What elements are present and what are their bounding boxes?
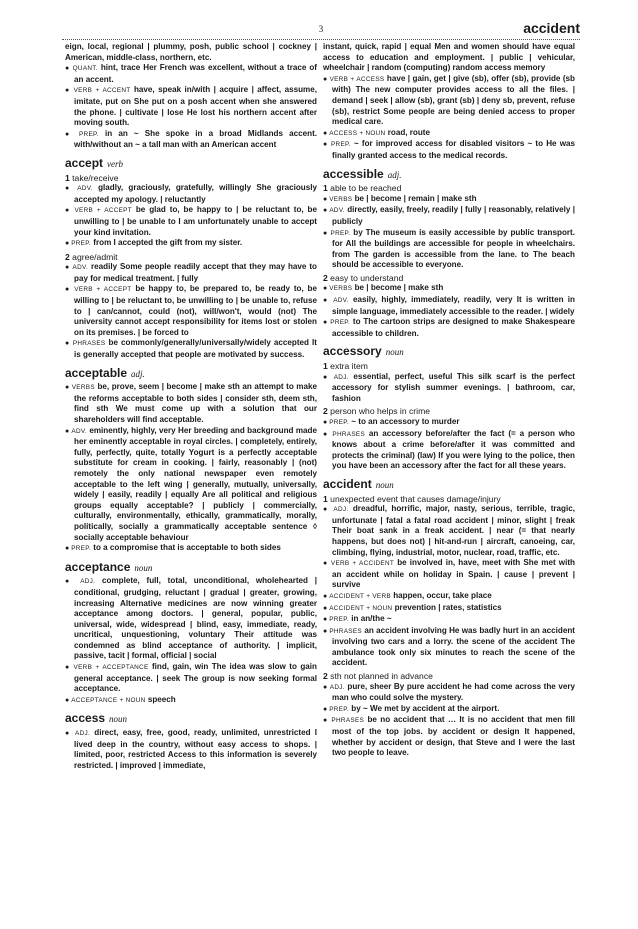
header-rule: [62, 39, 580, 40]
bullet-icon: ●: [65, 240, 72, 248]
collocation-text: easily, highly, immediately, readily, very It is written in simple language, immediately accessible to the reader. | widely: [332, 295, 575, 316]
collocation-text: be, prove, seem | become | make sth an attempt to make the reforms acceptable to both sides | consider sth, deem sth, find sth We must come up with a solution that our shareholders will find acceptable.: [74, 382, 317, 424]
collocation-text: hint, trace Her French was excellent, without a trace of an accent.: [74, 63, 317, 84]
collocation-text: in an ~ She spoke in a broad Midlands accent. with/without an ~ a tall man with an American accent: [74, 128, 318, 150]
collocation-label: PREP.: [329, 705, 350, 713]
collocation-text: an accident involving He was badly hurt in an accident involving two cars and a lorry. the scene of the accident The ambulance took only six minutes to reach the scene of the accident.: [332, 625, 575, 668]
collocation-line: [323, 626, 575, 669]
headword-entry: [65, 559, 317, 575]
collocation-label: VERBS: [329, 285, 353, 293]
sense-heading: [323, 494, 575, 505]
collocation-line: [65, 695, 317, 707]
collocation-label: PREP.: [329, 616, 350, 624]
collocation-text: road, route: [387, 127, 430, 137]
collocation-text: in an/the ~: [351, 614, 392, 624]
collocation-text: by ~ We met by accident at the airport.: [351, 703, 500, 713]
sense-definition: sth not planned in advance: [330, 671, 433, 682]
collocation-text: ~ to an accessory to murder: [351, 417, 460, 426]
collocation-line: [323, 128, 575, 140]
collocation-label: PREP.: [78, 130, 99, 138]
running-head: accident: [523, 20, 580, 36]
sense-definition: person who helps in crime: [330, 406, 431, 417]
sense-heading: [323, 273, 575, 284]
collocation-line: [65, 85, 317, 128]
collocation-text: be | become | make sth: [354, 283, 444, 293]
collocation-label: ADV.: [71, 427, 87, 435]
collocation-line: [323, 417, 575, 429]
page-number: 3: [318, 24, 324, 34]
collocation-text: be involved in, have, meet with She met with an accident while on holiday in Spain. | cause | prevent | survive: [332, 558, 575, 590]
collocation-line: [65, 382, 317, 425]
sense-number: 2: [323, 671, 328, 682]
headword: acceptable: [65, 365, 128, 380]
collocation-label: PREP.: [331, 141, 351, 149]
bullet-icon: ●: [323, 506, 334, 514]
collocation-label: ADJ.: [333, 373, 349, 381]
collocation-label: VERB + ACCEPTANCE: [73, 664, 149, 672]
collocation-line: [65, 543, 317, 555]
bullet-icon: ●: [65, 384, 72, 392]
sense-definition: unexpected event that causes damage/injury: [330, 493, 501, 504]
collocation-line: [323, 614, 575, 626]
collocation-label: ADJ.: [80, 578, 96, 586]
collocation-text: to The cartoon strips are designed to make Shakespeare accessible to children.: [332, 317, 575, 338]
sense-heading: [65, 173, 317, 184]
headword-entry: [323, 346, 575, 359]
sense-heading: [323, 406, 575, 417]
sense-heading: [323, 183, 575, 194]
collocation-label: PHRASES: [329, 627, 362, 635]
bullet-icon: ●: [323, 705, 330, 713]
collocation-label: PHRASES: [332, 430, 366, 438]
bullet-icon: ●: [65, 286, 75, 294]
collocation-label: ACCEPTANCE + NOUN: [71, 696, 146, 704]
collocation-line: [323, 295, 575, 317]
continued-line: instant, quick, rapid | equal Men and women should have equal access to education and employment. | public | vehicular, wheelchair | random (computing) random access memory: [323, 42, 575, 73]
collocation-line: [323, 74, 575, 128]
collocation-text: an accessory before/after the fact (= a person who knows about a crime before/after it was committed and protects the criminal) (law) If you were lying to the police, then you have been an accessory after the fact for all these years.: [332, 428, 575, 471]
bullet-icon: ●: [65, 207, 75, 215]
collocation-line: [65, 426, 317, 544]
collocation-line: [323, 603, 575, 615]
part-of-speech: noun: [134, 562, 153, 573]
collocation-line: [323, 228, 575, 271]
collocation-line: [65, 662, 317, 695]
sense-number: 1: [323, 493, 328, 504]
collocation-text: have, speak in/with | acquire | affect, assume, imitate, put on She put on a posh accent when she answered the phone. | cultivate | lose He lost his northern accent after moving south.: [74, 85, 317, 128]
collocation-label: PREP.: [329, 419, 350, 426]
bullet-icon: ●: [323, 373, 334, 381]
part-of-speech: noun: [385, 347, 404, 358]
collocation-text: pure, sheer By pure accident he had come across the very man who could solve the mystery.: [332, 681, 575, 703]
headword: accessory: [323, 344, 382, 359]
headword-entry: [65, 155, 317, 171]
collocation-line: [323, 139, 575, 161]
collocation-text: from I accepted the gift from my sister.: [93, 238, 243, 248]
collocation-text: have | gain, get | give (sb), offer (sb), provide (sb with) The new computer provides access to all the files. | demand | seek | allow (sb), grant (sb) | deny sb, prevent, refuse (sb), restrict Some people are being denied access to proper medical care.: [332, 73, 575, 127]
sense-number: 1: [65, 172, 70, 183]
part-of-speech: verb: [107, 158, 124, 169]
collocation-label: ADV.: [333, 297, 349, 305]
continued-line: eign, local, regional | plummy, posh, public school | cockney | American, middle-class, northern, etc.: [65, 42, 317, 62]
collocation-text: to a compromise that is acceptable to both sides: [93, 543, 281, 553]
collocation-text: ~ for improved access for disabled visitors ~ to He was finally granted access to the medical records.: [332, 139, 575, 160]
bullet-icon: ●: [65, 130, 79, 138]
collocation-label: ACCIDENT + VERB: [329, 592, 391, 600]
bullet-icon: ●: [65, 87, 74, 95]
collocation-label: VERB + ACCEPT: [74, 286, 132, 294]
page-header: [62, 20, 580, 38]
continued-text: [65, 42, 317, 63]
bullet-icon: ●: [323, 195, 330, 203]
collocation-text: readily Some people readily accept that they may have to pay for medical treatment. | fully: [74, 262, 317, 283]
headword: accessible: [323, 166, 384, 181]
collocation-label: ADV.: [72, 264, 89, 272]
bullet-icon: ●: [323, 297, 334, 305]
collocation-label: ADJ.: [75, 730, 91, 738]
sense-definition: extra item: [330, 361, 368, 372]
part-of-speech: noun: [375, 479, 394, 490]
bullet-icon: ●: [323, 683, 330, 691]
collocation-line: [65, 728, 317, 771]
collocation-label: PREP.: [330, 319, 351, 327]
collocation-label: QUANT.: [72, 65, 98, 73]
collocation-text: speech: [147, 694, 176, 704]
collocation-line: [323, 682, 575, 704]
collocation-label: PHRASES: [72, 340, 106, 348]
collocation-line: [323, 558, 575, 591]
collocation-label: VERB + ACCIDENT: [330, 560, 395, 568]
bullet-icon: ●: [323, 627, 330, 635]
sense-definition: easy to understand: [330, 272, 404, 283]
collocation-label: PREP.: [71, 240, 92, 248]
bullet-icon: ●: [65, 730, 76, 738]
collocation-text: dreadful, horrific, major, nasty, serious, terrible, tragic, unfortunate | fatal a fatal road accident | minor, slight | freak Their boat sank in a freak accident. | near (= that nearly happens, but does not) | hit-and-run | aircraft, canoeing, car, climbing, flying, industrial, motor, nuclear, road, traffic, etc.: [332, 504, 575, 557]
sense-definition: able to be reached: [330, 183, 402, 194]
collocation-line: [65, 63, 317, 85]
bullet-icon: ●: [323, 592, 330, 600]
sense-number: 2: [65, 251, 70, 262]
collocation-label: ADJ.: [329, 683, 345, 691]
collocation-line: [323, 591, 575, 603]
bullet-icon: ●: [65, 545, 72, 553]
collocation-line: [323, 372, 575, 405]
sense-number: 2: [323, 272, 328, 283]
collocation-line: [323, 317, 575, 339]
bullet-icon: ●: [65, 664, 74, 672]
collocation-line: [65, 205, 317, 238]
collocation-line: [65, 576, 317, 662]
bullet-icon: ●: [323, 207, 330, 215]
sense-number: 1: [323, 183, 328, 194]
bullet-icon: ●: [323, 229, 331, 237]
collocation-label: PREP.: [330, 229, 351, 237]
bullet-icon: ●: [323, 319, 331, 327]
collocation-line: [323, 283, 575, 295]
sense-number: 2: [323, 406, 328, 417]
collocation-line: [65, 262, 317, 284]
bullet-icon: ●: [323, 717, 332, 725]
continued-text: [323, 42, 575, 74]
bullet-icon: ●: [65, 340, 73, 348]
collocation-line: [65, 338, 317, 360]
collocation-label: ACCIDENT + NOUN: [329, 604, 393, 612]
collocation-label: VERB + ACCENT: [73, 87, 131, 95]
collocation-label: PREP.: [71, 545, 92, 553]
collocation-label: ADV.: [329, 207, 345, 215]
part-of-speech: adj.: [131, 368, 145, 379]
collocation-label: VERB + ACCEPT: [74, 207, 132, 215]
collocation-text: complete, full, total, unconditional, wholehearted | conditional, grudging, reluctant | gradual | greater, growing, increasing Alternative medicines are now winning greater acceptance among doctors. | general, popular, public, universal, wide, widespread | blind, easy, immediate, ready, uncritical, unquestioning, voluntary Their attitude was condemned as blind acceptance of authority. | implicit, passive, tacit | formal, official | social: [74, 576, 318, 661]
collocation-line: [323, 715, 575, 758]
collocation-text: prevention | rates, statistics: [394, 602, 502, 612]
collocation-text: happen, occur, take place: [393, 590, 492, 600]
bullet-icon: ●: [65, 264, 73, 272]
collocation-text: be happy to, be prepared to, be ready to, be willing to | be reluctant to, be unwilling to | be unable to, refuse to | can/cannot, could (not), will/won't, would (not) The university cannot accept responsibility for items lost or stolen on its premises. | be forced to: [74, 284, 317, 337]
collocation-text: be | become | remain | make sth: [354, 193, 477, 203]
collocation-label: VERB + ACCESS: [329, 75, 385, 83]
collocation-line: [323, 429, 575, 472]
bullet-icon: ●: [65, 65, 73, 73]
headword-entry: [65, 713, 317, 726]
collocation-text: be glad to, be happy to | be reluctant to, be unwilling to | be unable to I am unfortunately unable to accept your kind invitation.: [74, 205, 317, 237]
bullet-icon: ●: [65, 427, 72, 435]
bullet-icon: ●: [323, 604, 330, 612]
collocation-text: be no accident that … It is no accident that men fill most of the top jobs. by accident or design It happened, whether by accident or design, that Steve and I were the last two people to leave.: [332, 715, 575, 758]
bullet-icon: ●: [323, 129, 330, 137]
left-column: [65, 42, 317, 771]
collocation-line: [323, 704, 575, 716]
collocation-line: [65, 129, 317, 151]
bullet-icon: ●: [65, 696, 72, 704]
headword-entry: [323, 166, 575, 182]
bullet-icon: ●: [323, 430, 333, 438]
bullet-icon: ●: [323, 419, 330, 426]
collocation-line: [65, 238, 317, 250]
bullet-icon: ●: [323, 141, 331, 149]
headword-entry: [65, 365, 317, 381]
sense-heading: [323, 671, 575, 682]
right-column: [323, 42, 575, 759]
bullet-icon: ●: [323, 75, 330, 83]
headword: accident: [323, 476, 372, 491]
collocation-label: PHRASES: [331, 717, 365, 725]
collocation-text: eminently, highly, very Her breeding and background made her eminently acceptable in royal circles. | completely, entirely, fully, perfectly, quite, totally Yogurt is a perfectly acceptable substitute for cream in cooking. | fairly, reasonably | (not) remotely the only national newspaper even remotely acceptable to the left wing | generally, mutually, universally, widely | easily, readily | equally Are all political and religious groups equally acceptable? | publicly | commercially, culturally, environmentally, ethically, grammatically, morally, politically, socially a grammatically acceptable sentence ◊ socially acceptable behaviour: [74, 425, 317, 542]
collocation-text: by The museum is easily accessible by public transport. for All the buildings are accessible for people in wheelchairs. from The garden is accessible from the lane. to The beach should be accessible to everyone.: [332, 227, 575, 270]
headword: accept: [65, 155, 104, 170]
collocation-text: essential, perfect, useful This silk scarf is the perfect accessory for stylish summer evenings. | bathroom, car, fashion: [332, 371, 575, 403]
collocation-text: find, gain, win The idea was slow to gain general acceptance. | seek The group is now seeking formal acceptance.: [74, 662, 317, 694]
bullet-icon: ●: [65, 185, 78, 193]
collocation-line: [65, 183, 317, 205]
headword: acceptance: [65, 559, 131, 574]
part-of-speech: noun: [109, 714, 128, 725]
collocation-text: be commonly/generally/universally/widely accepted It is generally accepted that people are motivated by success.: [74, 338, 317, 360]
collocation-text: direct, easy, free, good, ready, unlimited, unrestricted I lived deep in the country, without easy access to shops. | limited, poor, restricted Access to this information is severely restricted. | improved | immediate,: [74, 728, 317, 770]
collocation-label: VERBS: [329, 195, 353, 203]
sense-definition: take/receive: [72, 172, 119, 183]
collocation-text: gladly, graciously, gratefully, willingly She graciously accepted my apology. | reluctantly: [74, 183, 317, 204]
bullet-icon: ●: [323, 560, 331, 568]
part-of-speech: adj.: [387, 169, 402, 180]
bullet-icon: ●: [65, 578, 81, 586]
sense-heading: [65, 252, 317, 263]
collocation-line: [323, 194, 575, 206]
collocation-line: [323, 504, 575, 558]
sense-number: 1: [323, 361, 328, 372]
sense-definition: agree/admit: [72, 251, 118, 262]
collocation-text: directly, easily, freely, readily | fully | reasonably, relatively | publicly: [332, 205, 575, 226]
bullet-icon: ●: [323, 616, 330, 624]
collocation-label: ACCESS + NOUN: [329, 129, 386, 137]
headword-entry: [323, 476, 575, 492]
collocation-label: ADV.: [77, 185, 93, 193]
collocation-label: VERBS: [71, 384, 95, 392]
collocation-line: [323, 205, 575, 227]
sense-heading: [323, 361, 575, 372]
bullet-icon: ●: [323, 285, 330, 293]
collocation-line: [65, 284, 317, 338]
headword: access: [65, 711, 106, 726]
collocation-label: ADJ.: [333, 506, 349, 514]
